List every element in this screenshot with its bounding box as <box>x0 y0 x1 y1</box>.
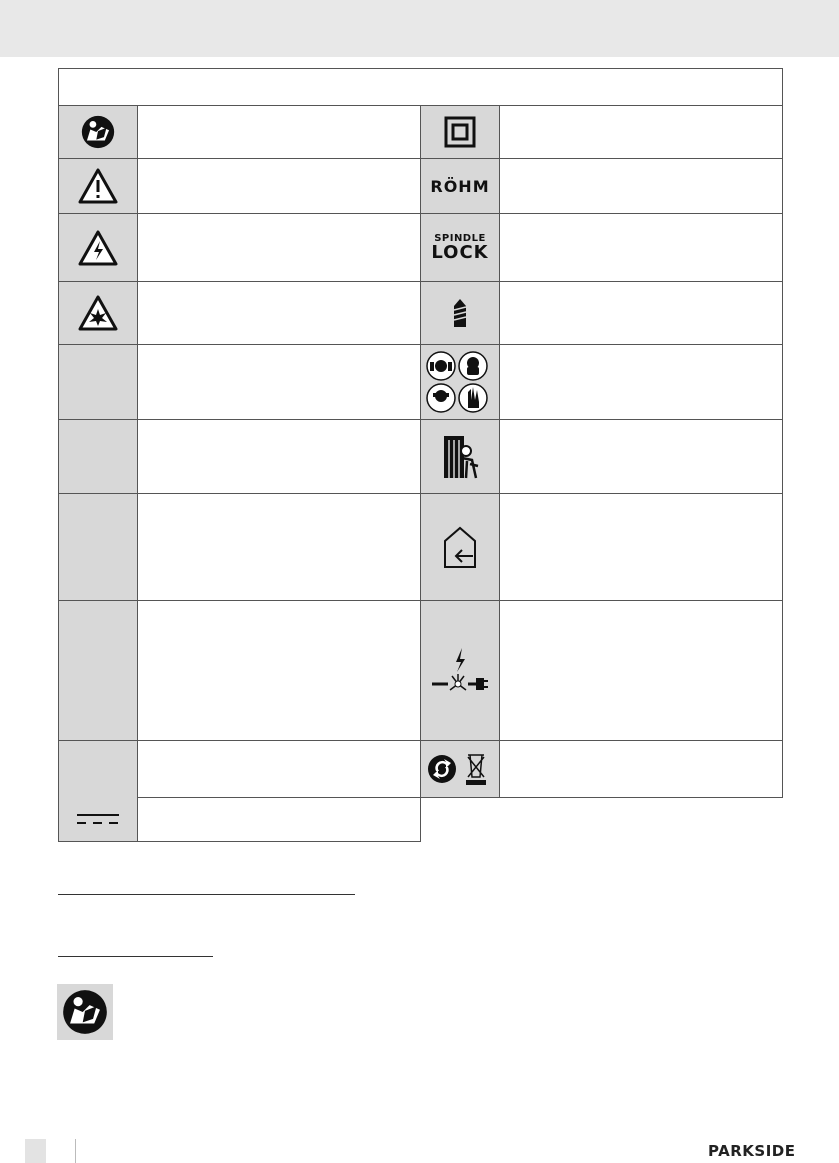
blank-icon-cell <box>59 601 138 740</box>
table-row <box>59 494 782 601</box>
table-cell <box>138 159 421 213</box>
footer-divider <box>75 1139 76 1163</box>
table-cell <box>138 796 421 841</box>
table-row <box>59 345 782 420</box>
symbols-table <box>58 68 783 798</box>
protection-class-ii-icon <box>421 106 500 158</box>
table-cell <box>500 106 782 158</box>
table-cell <box>138 106 421 158</box>
table-cell <box>500 214 782 281</box>
subsection-heading-rule <box>58 956 213 957</box>
table-row <box>59 420 782 494</box>
spindle-lock-logo: SPINDLE LOCK <box>421 214 500 281</box>
table-cell <box>500 741 782 797</box>
rohm-logo: RÖHM <box>421 159 500 213</box>
brand-logo: PARKSIDE <box>708 1142 796 1160</box>
drill-bit-icon <box>421 282 500 344</box>
table-cell <box>138 214 421 281</box>
table-caption-row <box>59 69 782 106</box>
damaged-cable-icon <box>421 601 500 740</box>
table-cell <box>500 420 782 493</box>
table-row <box>59 159 782 214</box>
table-cell <box>138 741 421 797</box>
table-cell <box>500 159 782 213</box>
protective-equipment-icons <box>421 345 500 419</box>
table-cell <box>500 345 782 419</box>
table-row <box>59 214 782 282</box>
table-row <box>59 106 782 159</box>
table-row <box>59 741 782 797</box>
blank-icon-cell <box>59 494 138 600</box>
table-cell <box>138 420 421 493</box>
direct-current-icon <box>59 796 138 841</box>
table-cell <box>500 601 782 740</box>
blank-icon-cell <box>59 741 138 797</box>
keep-children-away-icon <box>421 420 500 493</box>
recycling-icons <box>421 741 500 797</box>
table-row <box>58 796 421 842</box>
blank-icon-cell <box>59 345 138 419</box>
page-number-box <box>25 1139 46 1163</box>
section-heading-rule <box>58 894 355 895</box>
table-row <box>59 282 782 345</box>
electric-shock-warning-icon <box>59 214 138 281</box>
table-cell <box>500 282 782 344</box>
table-cell <box>138 282 421 344</box>
blank-icon-cell <box>59 420 138 493</box>
table-cell <box>500 494 782 600</box>
read-manual-icon <box>57 984 113 1040</box>
table-cell <box>138 345 421 419</box>
header-band <box>0 0 839 57</box>
indoor-use-icon <box>421 494 500 600</box>
warning-triangle-icon <box>59 159 138 213</box>
explosion-warning-icon <box>59 282 138 344</box>
table-cell <box>138 601 421 740</box>
table-row <box>59 601 782 741</box>
read-manual-icon <box>59 106 138 158</box>
table-cell <box>138 494 421 600</box>
